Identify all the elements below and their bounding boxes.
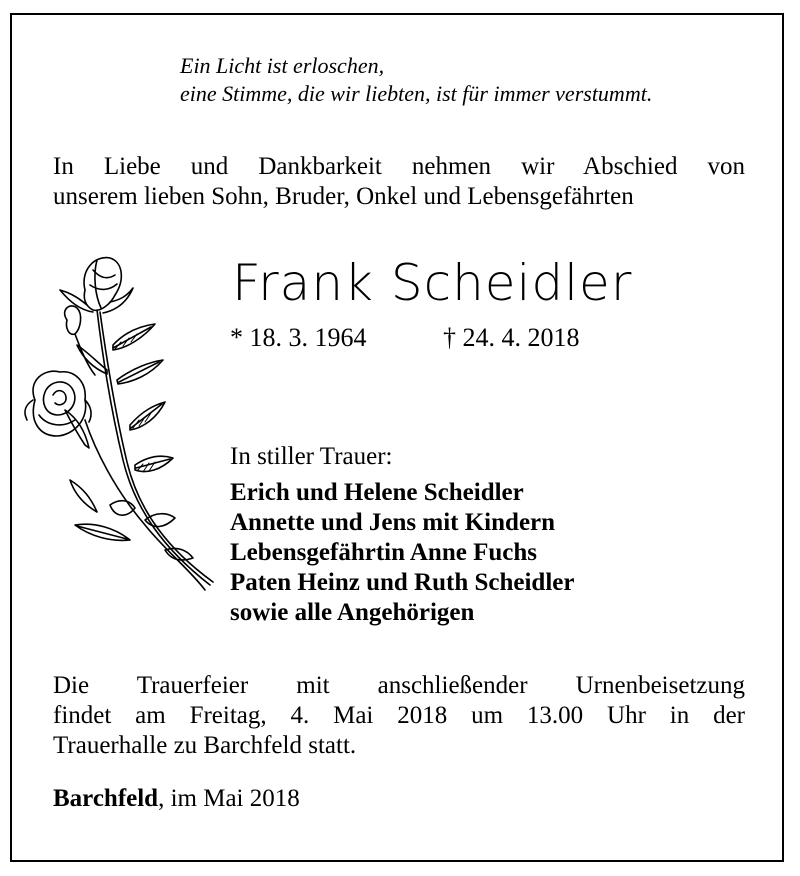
- deceased-name: Frank Scheidler: [232, 254, 633, 312]
- birth-date: * 18. 3. 1964: [230, 323, 367, 352]
- memorial-quote: [180, 52, 652, 108]
- intro-line-2: unserem lieben Sohn, Bruder, Onkel und Lebensgefährten: [53, 183, 634, 210]
- mourner-line: Erich und Helene Scheidler: [230, 479, 524, 506]
- ceremony-line-1: Die Trauerfeier mit anschließender Urnenbeisetzung: [53, 672, 745, 699]
- intro-text: [53, 152, 745, 212]
- intro-line-1: In Liebe und Dankbarkeit nehmen wir Abschied von: [53, 153, 745, 180]
- ceremony-info: [53, 671, 745, 761]
- rose-illustration: [15, 250, 215, 595]
- mourner-line: Lebensgefährtin Anne Fuchs: [230, 539, 537, 566]
- mourner-line: sowie alle Angehörigen: [230, 599, 475, 626]
- mourner-line: Paten Heinz und Ruth Scheidler: [230, 569, 575, 596]
- quote-line-2: eine Stimme, die wir liebten, ist für immer verstummt.: [180, 81, 653, 106]
- closing-place: Barchfeld: [53, 785, 159, 812]
- ceremony-line-3: Trauerhalle zu Barchfeld statt.: [53, 732, 357, 759]
- closing-date: , im Mai 2018: [158, 785, 300, 812]
- closing-line: [53, 785, 300, 813]
- mourner-list: [230, 478, 574, 628]
- ceremony-line-2: findet am Freitag, 4. Mai 2018 um 13.00 Uhr in der: [53, 702, 745, 729]
- quote-line-1: Ein Licht ist erloschen,: [180, 53, 385, 78]
- mourner-line: Annette und Jens mit Kindern: [230, 509, 556, 536]
- mourning-heading: In stiller Trauer:: [230, 443, 393, 470]
- death-date: † 24. 4. 2018: [443, 323, 580, 352]
